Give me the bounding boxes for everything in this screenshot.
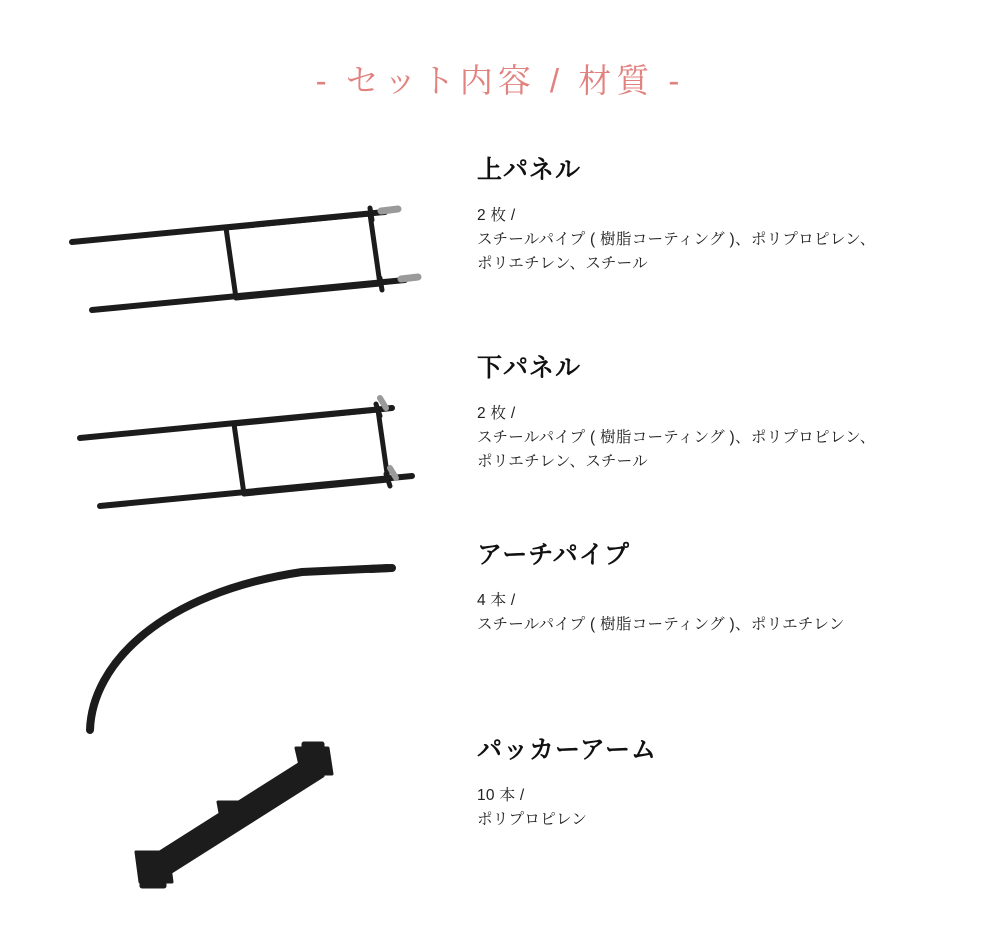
lower-panel-info	[477, 348, 977, 474]
page-title: - セット内容 / 材質 -	[315, 62, 685, 99]
part-materials-line2: ポリエチレン、スチール	[477, 453, 648, 471]
part-materials-line1: スチールパイプ ( 樹脂コーティング )、ポリプロピレン、	[477, 231, 876, 249]
part-name: 上パネル	[477, 156, 582, 184]
lower-panel-figure	[40, 368, 460, 568]
part-quantity: 4 本 /	[477, 592, 516, 609]
part-materials-line1: スチールパイプ ( 樹脂コーティング )、ポリエチレン	[477, 616, 845, 634]
arch-pipe-info	[477, 535, 977, 637]
part-quantity: 10 本 /	[477, 787, 525, 804]
part-materials-line2: ポリエチレン、スチール	[477, 255, 648, 273]
packer-arm-figure	[40, 740, 460, 900]
packer-arm-info	[477, 730, 977, 832]
part-name: 下パネル	[477, 354, 582, 382]
upper-panel-figure	[40, 180, 460, 380]
part-name: アーチパイプ	[477, 541, 631, 569]
arch-pipe-figure	[40, 545, 460, 745]
part-quantity: 2 枚 /	[477, 405, 516, 422]
part-name: パッカーアーム	[477, 736, 658, 764]
part-materials-line1: ポリプロピレン	[477, 811, 588, 829]
part-materials-line1: スチールパイプ ( 樹脂コーティング )、ポリプロピレン、	[477, 429, 876, 447]
upper-panel-info	[477, 150, 977, 276]
part-quantity: 2 枚 /	[477, 207, 516, 224]
